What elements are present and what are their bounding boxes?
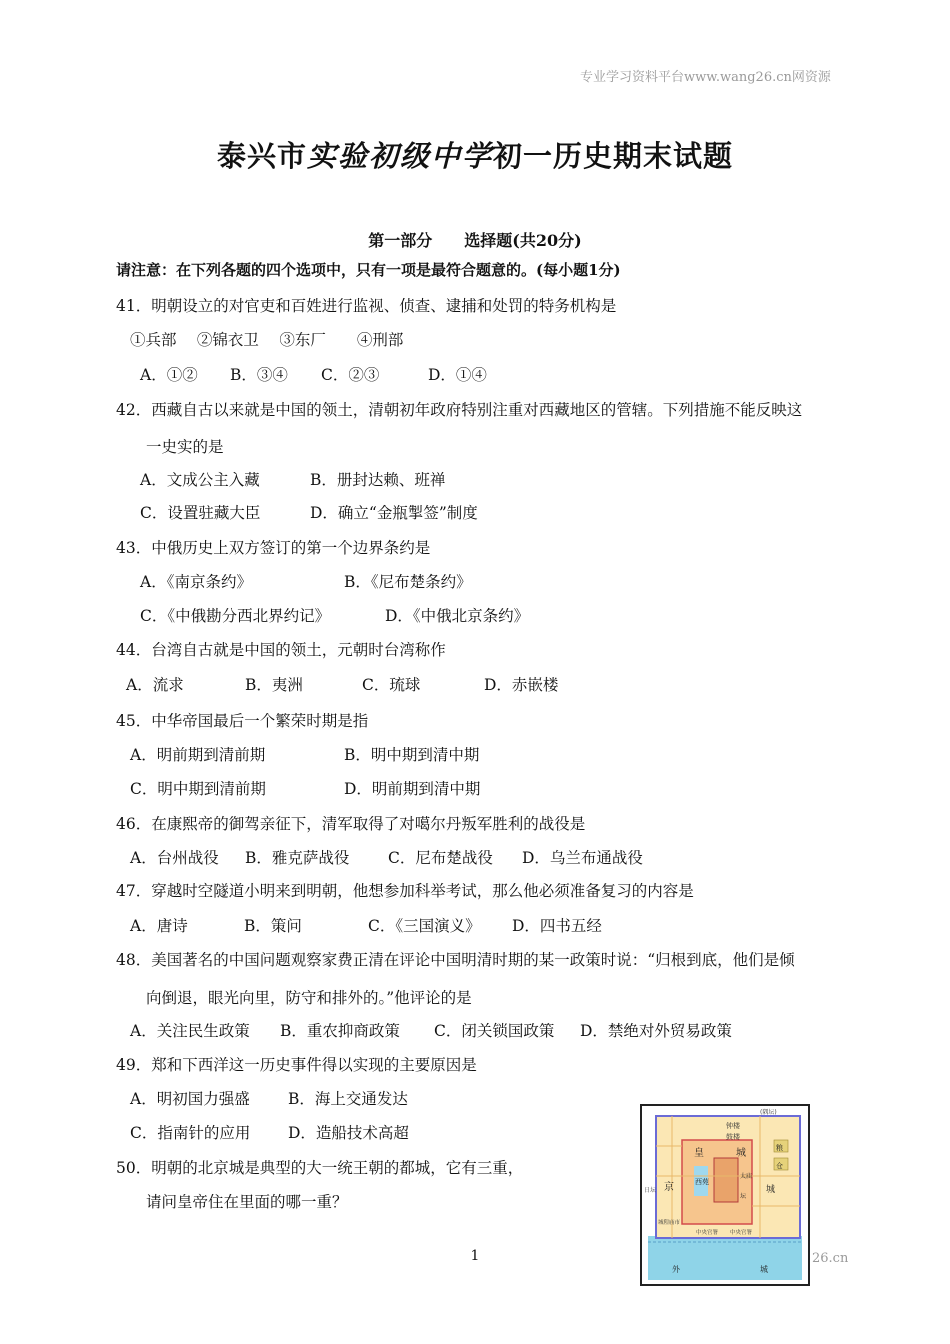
map-label-16: 粮 — [776, 1144, 783, 1152]
forbidden-city — [714, 1158, 738, 1202]
question-46-stem: 46．在康熙帝的御驾亲征下，清军取得了对噶尔丹叛军胜利的战役是 — [116, 815, 586, 833]
question-42-stem-cont: 一史实的是 — [146, 438, 224, 456]
question-46-option-d: D．乌兰布通战役 — [522, 849, 643, 867]
question-43-stem: 43．中俄历史上双方签订的第一个边界条约是 — [116, 539, 431, 557]
question-44-option-c: C．琉球 — [362, 676, 421, 694]
question-48-option-c: C．闭关锁国政策 — [434, 1022, 555, 1040]
question-41-option-d: D．①④ — [428, 366, 487, 384]
header-watermark: 专业学习资料平台www.wang26.cn网资源 — [580, 70, 831, 85]
question-42-stem: 42．西藏自古以来就是中国的领土，清朝初年政府特别注重对西藏地区的管辖。下列措施不能反映这 — [116, 401, 803, 419]
map-label-2: 鼓楼 — [726, 1133, 740, 1141]
question-43-option-a: A．《南京条约》 — [140, 573, 252, 591]
question-45-stem: 45．中华帝国最后一个繁荣时期是指 — [116, 712, 369, 730]
question-47-option-a: A．唐诗 — [130, 917, 188, 935]
map-label-10: 城 — [766, 1185, 776, 1195]
question-50-stem: 50．明朝的北京城是典型的大一统王朝的都城，它有三重， — [116, 1159, 524, 1177]
map-label-15: 城 — [760, 1265, 768, 1274]
question-44-option-d: D．赤嵌楼 — [484, 676, 559, 694]
question-46-option-b: B．雅克萨战役 — [245, 849, 350, 867]
question-41-option-c: C．②③ — [321, 366, 380, 384]
question-49-option-b: B．海上交通发达 — [288, 1090, 408, 1108]
question-44-option-b: B．夷洲 — [245, 676, 303, 694]
question-47-stem: 47．穿越时空隧道小明来到明朝，他想参加科举考试，那么他必须准备复习的内容是 — [116, 882, 694, 900]
page-number: 1 — [470, 1248, 480, 1264]
question-45-option-a: A．明前期到清前期 — [130, 746, 266, 764]
map-label-5: 京 — [664, 1182, 674, 1193]
question-47-option-c: C．《三国演义》 — [368, 917, 481, 935]
question-47-option-b: B．策问 — [244, 917, 302, 935]
question-45-option-b: B．明中期到清中期 — [344, 746, 480, 764]
title-school-name: 实验初级中学 — [306, 139, 493, 173]
question-42-option-b: B．册封达赖、班禅 — [310, 471, 446, 489]
question-50-stem-cont: 请问皇帝住在里面的哪一重？ — [146, 1193, 348, 1211]
question-47-option-d: D．四书五经 — [512, 917, 602, 935]
question-48-option-a: A．关注民生政策 — [130, 1022, 250, 1040]
map-label-7: 太庙 — [740, 1173, 753, 1180]
map-label-6: 西苑 — [695, 1178, 709, 1186]
title-suffix: 初一历史期末试题 — [493, 139, 734, 173]
question-43-option-d: D．《中俄北京条约》 — [385, 607, 530, 625]
question-45-option-c: C．明中期到清前期 — [130, 780, 266, 798]
question-41-stem: 41．明朝设立的对官吏和百姓进行监视、侦查、逮捕和处罚的特务机构是 — [116, 297, 617, 315]
map-label-0: (隅坛) — [760, 1109, 777, 1116]
question-41-option-a: A．①② — [140, 366, 198, 384]
map-label-14: 外 — [672, 1265, 680, 1274]
question-42-option-d: D．确立“金瓶掣签”制度 — [310, 504, 478, 522]
question-49-option-c: C．指南针的应用 — [130, 1124, 251, 1142]
question-45-option-d: D．明前期到清中期 — [344, 780, 481, 798]
map-label-9: 日坛 — [644, 1187, 657, 1194]
question-44-option-a: A．流求 — [126, 676, 184, 694]
question-49-option-a: A．明初国力强盛 — [130, 1090, 250, 1108]
question-49-option-d: D．造船技术高超 — [288, 1124, 409, 1142]
question-48-option-d: D．禁绝对外贸易政策 — [580, 1022, 732, 1040]
footer-watermark: 26.cn — [812, 1251, 849, 1266]
question-42-option-a: A．文成公主入藏 — [140, 471, 260, 489]
question-48-stem: 48．美国著名的中国问题观察家费正清在评论中国明清时期的某一政策时说：“归根到底，他们是倾 — [116, 951, 795, 969]
question-49-stem: 49．郑和下西洋这一历史事件得以实现的主要原因是 — [116, 1056, 477, 1074]
map-label-4: 城 — [736, 1148, 746, 1159]
map-label-8: 坛 — [740, 1193, 747, 1200]
question-41-option-b: B．③④ — [230, 366, 288, 384]
question-42-option-c: C．设置驻藏大臣 — [140, 504, 261, 522]
question-46-option-c: C．尼布楚战役 — [388, 849, 493, 867]
question-41-items: ①兵部 ②锦衣卫 ③东厂 ④刑部 — [130, 331, 404, 349]
question-44-stem: 44．台湾自古就是中国的领土，元朝时台湾称作 — [116, 641, 446, 659]
map-label-17: 仓 — [776, 1162, 783, 1170]
exam-title — [0, 134, 950, 175]
map-label-11: 城隍庙市 — [658, 1220, 681, 1226]
map-label-13: 中央官署 — [730, 1230, 753, 1236]
notice-text: 请注意：在下列各题的四个选项中，只有一项是最符合题意的。(每小题1分) — [116, 261, 621, 279]
title-prefix: 泰兴市 — [216, 139, 307, 173]
map-label-12: 中央官署 — [696, 1230, 719, 1236]
section-heading: 第一部分 选择题(共20分) — [368, 231, 582, 250]
question-48-stem-cont: 向倒退，眼光向里，防守和排外的。”他评论的是 — [146, 989, 472, 1007]
question-43-option-b: B．《尼布楚条约》 — [344, 573, 472, 591]
question-43-option-c: C．《中俄勘分西北界约记》 — [140, 607, 331, 625]
map-label-3: 皇 — [694, 1148, 704, 1159]
question-48-option-b: B．重农抑商政策 — [280, 1022, 400, 1040]
map-label-1: 钟楼 — [726, 1122, 740, 1130]
question-46-option-a: A．台州战役 — [130, 849, 219, 867]
